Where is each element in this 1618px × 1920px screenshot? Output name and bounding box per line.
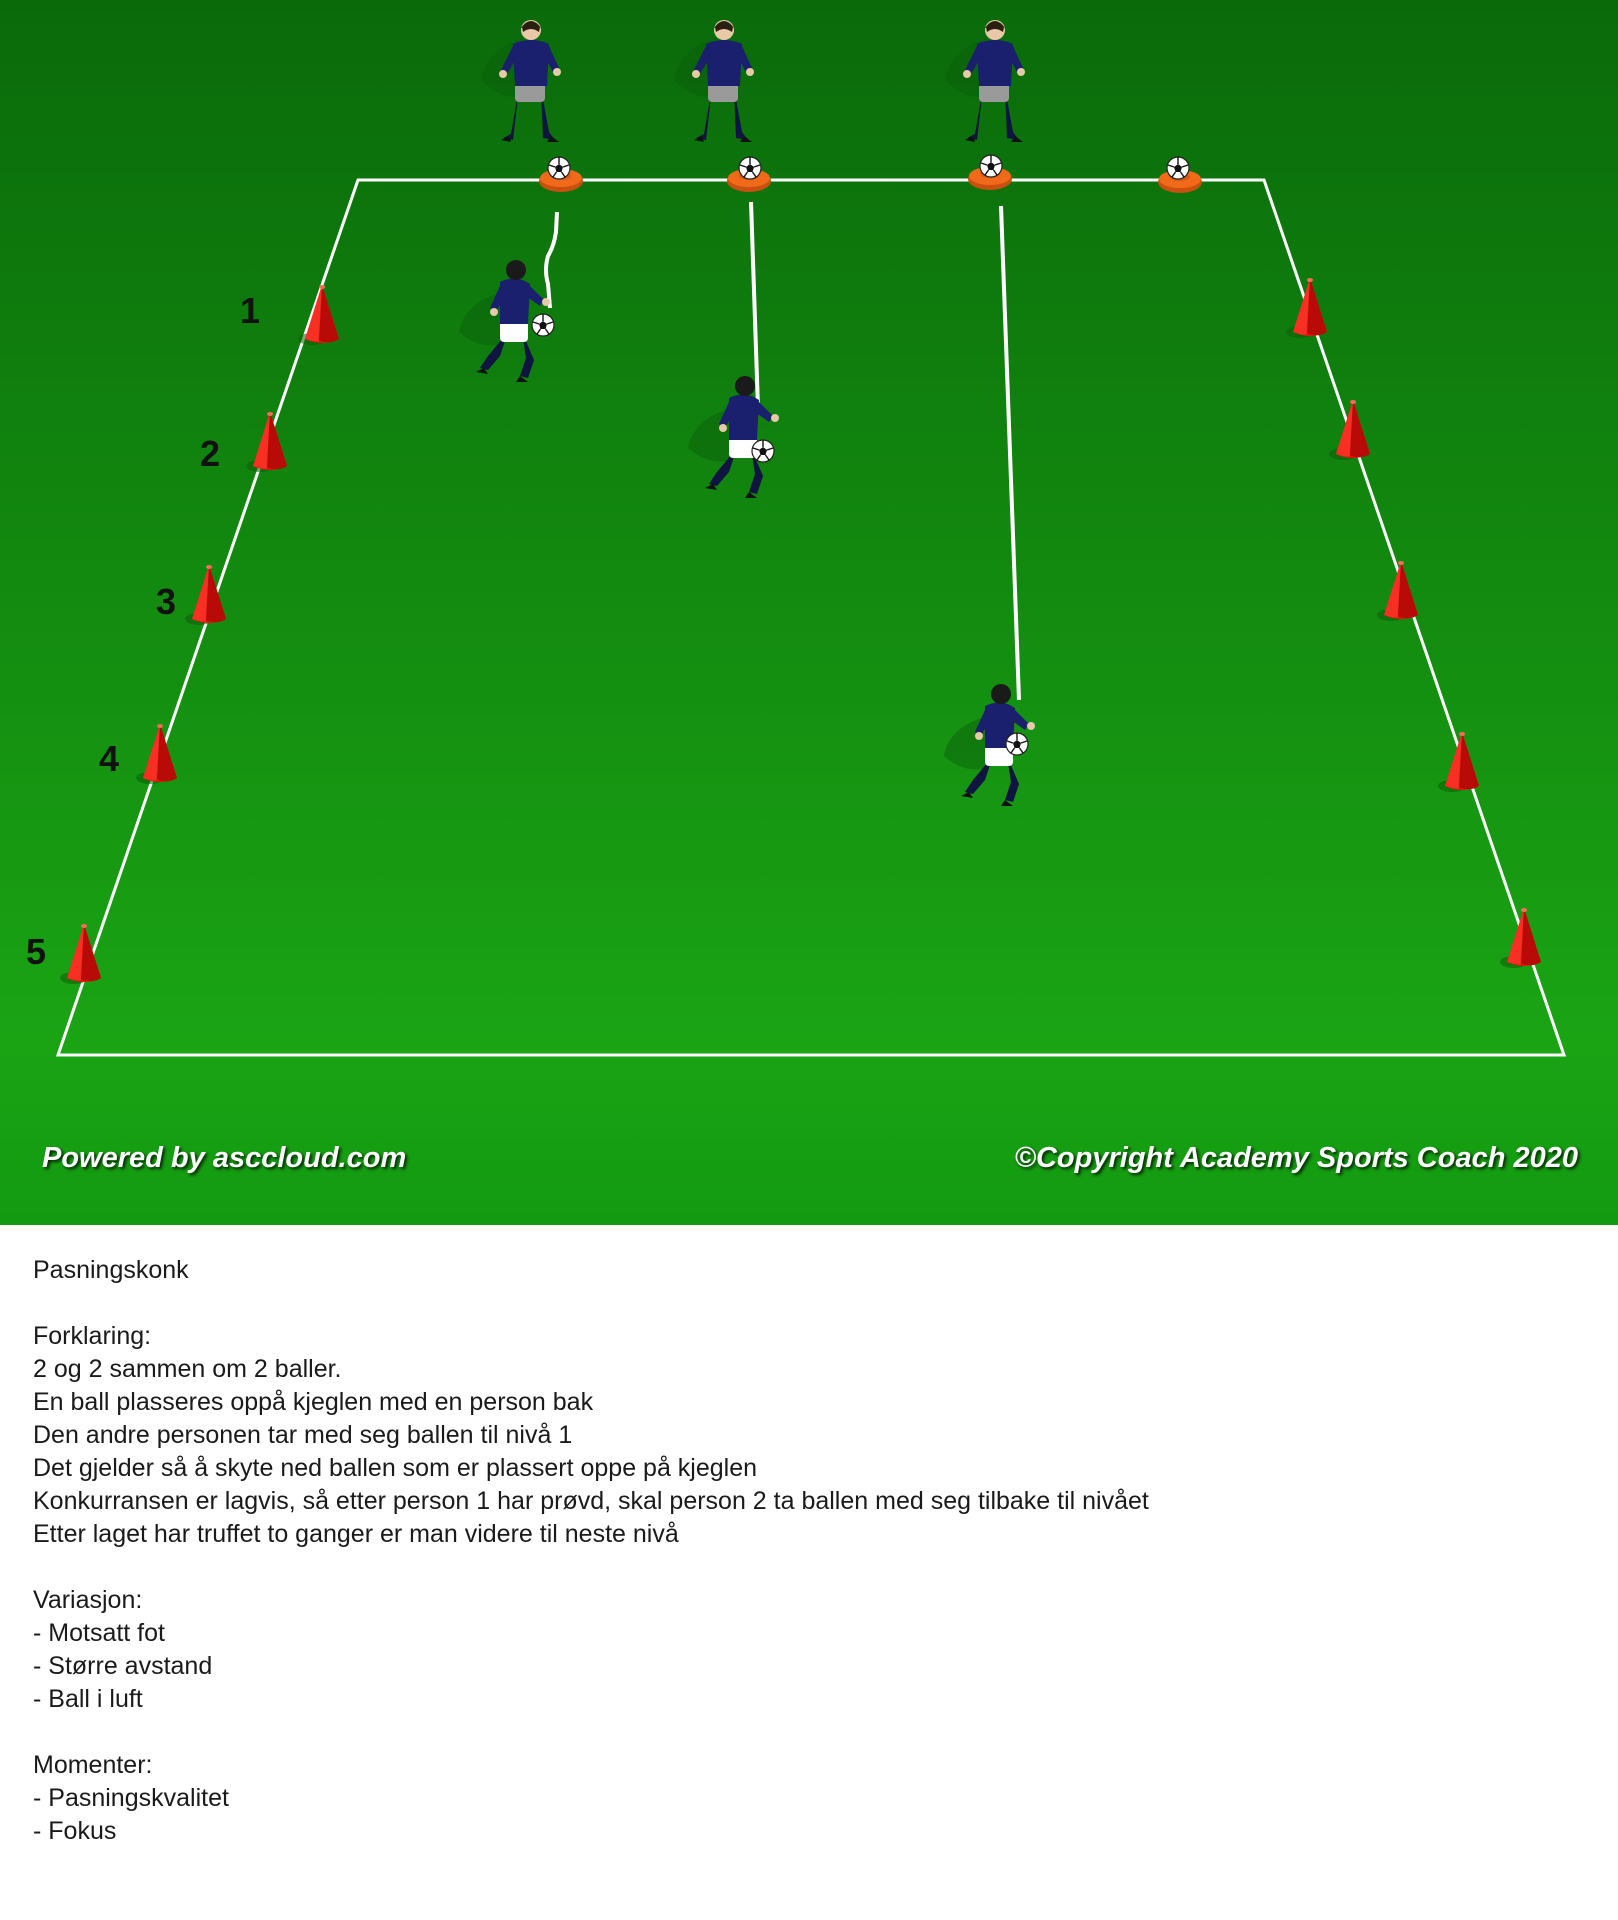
level-label-2: 2: [200, 433, 221, 474]
player-icon: [688, 376, 779, 498]
ball-icon: [1167, 157, 1189, 179]
section-heading-momenter: Momenter:: [33, 1751, 153, 1779]
cone-icon: [246, 412, 287, 472]
player-icon: [945, 20, 1025, 142]
ball-icon: [980, 155, 1002, 177]
moment-item: - Pasningskvalitet: [33, 1784, 229, 1812]
description-line: Konkurransen er lagvis, så etter person 1 har prøvd, skal person 2 ta ballen med seg tilbake til nivået: [33, 1487, 1149, 1515]
cone-icon: [60, 924, 101, 984]
ball-icon: [548, 157, 570, 179]
pitch-outline: [58, 180, 1564, 1055]
cone-icon: [1329, 400, 1370, 460]
variation-item: - Ball i luft: [33, 1685, 143, 1713]
drill-description: [33, 1254, 1593, 1848]
description-line: En ball plasseres oppå kjeglen med en person bak: [33, 1388, 594, 1416]
powered-by-label: Powered by asccloud.com: [42, 1142, 407, 1174]
description-line: Etter laget har truffet to ganger er man videre til neste nivå: [33, 1520, 679, 1548]
ball-icon: [532, 314, 554, 336]
level-label-5: 5: [26, 931, 47, 972]
section-heading-variasjon: Variasjon:: [33, 1586, 143, 1614]
player-icon: [481, 20, 561, 142]
cone-icon: [1286, 278, 1327, 338]
description-line: Den andre personen tar med seg ballen til nivå 1: [33, 1421, 573, 1449]
ball-icon: [752, 440, 774, 462]
drill-title: Pasningskonk: [33, 1256, 189, 1284]
run-line: [1001, 206, 1019, 700]
copyright-label: ©Copyright Academy Sports Coach 2020: [1014, 1142, 1578, 1174]
cone-icon: [1438, 732, 1479, 792]
run-line: [751, 202, 758, 408]
cone-icon: [185, 565, 226, 625]
run-line: [546, 212, 557, 308]
blank-line: [33, 1551, 1593, 1584]
level-label-4: 4: [99, 738, 120, 779]
moment-item: - Fokus: [33, 1817, 117, 1845]
section-heading-forklaring: Forklaring:: [33, 1322, 152, 1350]
blank-line: [33, 1716, 1593, 1749]
player-icon: [674, 20, 754, 142]
description-line: Det gjelder så å skyte ned ballen som er plassert oppe på kjeglen: [33, 1454, 758, 1482]
cone-icon: [1500, 908, 1541, 968]
variation-item: - Motsatt fot: [33, 1619, 165, 1647]
level-label-3: 3: [156, 581, 177, 622]
level-label-1: 1: [240, 290, 261, 331]
ball-icon: [739, 157, 761, 179]
ball-icon: [1006, 733, 1028, 755]
description-line: 2 og 2 sammen om 2 baller.: [33, 1355, 342, 1383]
cone-icon: [136, 724, 177, 784]
blank-line: [33, 1287, 1593, 1320]
variation-item: - Større avstand: [33, 1652, 213, 1680]
